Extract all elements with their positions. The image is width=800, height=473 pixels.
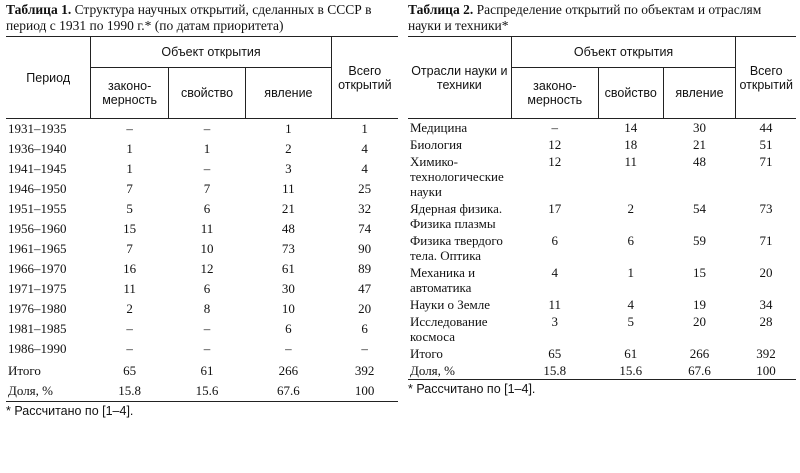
total-cell: 71 (759, 233, 773, 248)
table1-col-period: Период (6, 37, 91, 119)
table-row (6, 179, 398, 199)
table-row (6, 259, 398, 279)
phenomenon-cell: 11 (282, 181, 295, 196)
property-cell: 11 (624, 154, 637, 169)
law-cell: 7 (126, 181, 133, 196)
property-cell: 12 (200, 261, 214, 276)
table2-footnote: * Рассчитано по [1–4]. (408, 382, 536, 396)
branch-cell: Биология (410, 137, 463, 152)
property-cell: 1 (203, 141, 211, 156)
table-row (408, 264, 796, 296)
phenomenon-cell: 1 (285, 121, 292, 136)
total-cell: 90 (358, 241, 372, 256)
branch-cell: Механика и автоматика (410, 265, 476, 295)
phenomenon-cell: 266 (278, 363, 299, 378)
period-cell: 1936–1940 (8, 141, 67, 156)
law-cell: 1 (126, 161, 133, 176)
table-row (6, 119, 398, 140)
law-cell: 15.8 (91, 381, 168, 402)
property-cell: 6 (627, 233, 634, 248)
property-cell: 14 (624, 120, 638, 135)
law-cell: 16 (123, 261, 137, 276)
branch-cell: Исследование космоса (410, 314, 488, 344)
law-cell: – (126, 321, 133, 336)
total-cell: 392 (354, 363, 375, 378)
table1-panel (6, 0, 398, 418)
sum-row-label: Итого (410, 346, 443, 361)
table2-caption (408, 2, 796, 36)
property-cell: 15.6 (598, 362, 663, 380)
property-cell: 8 (203, 301, 211, 316)
branch-cell: Науки о Земле (410, 297, 491, 312)
table2 (408, 36, 796, 380)
property-cell: 6 (203, 281, 211, 296)
table2-title: Распределение открытий по объектам и отраслям науки и техники* (408, 2, 762, 33)
property-cell: 7 (203, 181, 211, 196)
phenomenon-cell: 10 (281, 301, 295, 316)
property-cell: – (203, 341, 211, 356)
period-cell: 1971–1975 (8, 281, 67, 296)
property-cell: – (203, 121, 211, 136)
phenomenon-cell: 30 (692, 120, 706, 135)
total-cell: – (361, 341, 368, 356)
table2-col-phenomenon: явление (663, 68, 736, 119)
law-cell: 12 (548, 137, 562, 152)
total-cell: 51 (759, 137, 773, 152)
period-cell: 1931–1935 (8, 121, 67, 136)
table-row (6, 239, 398, 259)
phenomenon-cell: 48 (281, 221, 295, 236)
sum-row (408, 345, 796, 362)
law-cell: 15.8 (511, 362, 598, 380)
property-cell: 1 (627, 265, 634, 280)
phenomenon-cell: 21 (692, 137, 706, 152)
law-cell: 17 (548, 201, 562, 216)
property-cell: 6 (203, 201, 211, 216)
total-cell: 71 (759, 154, 773, 169)
table1-col-phenomenon: явление (246, 68, 331, 119)
law-cell: 7 (126, 241, 133, 256)
table-row (408, 136, 796, 153)
law-cell: 4 (551, 265, 559, 280)
property-cell: 5 (627, 314, 634, 329)
table2-col-branch: Отрасли науки и техники (408, 37, 511, 119)
total-cell: 89 (358, 261, 372, 276)
period-cell: 1956–1960 (8, 221, 67, 236)
share-row (408, 362, 796, 380)
law-cell: – (551, 120, 559, 135)
table2-col-group: Объект открытия (511, 37, 736, 68)
table1-col-property: свойство (168, 68, 245, 119)
table1-caption (6, 2, 398, 36)
total-cell: 20 (358, 301, 372, 316)
phenomenon-cell: 20 (692, 314, 706, 329)
total-cell: 1 (361, 121, 368, 136)
sum-row (6, 359, 398, 381)
phenomenon-cell: 48 (692, 154, 706, 169)
law-cell: 2 (126, 301, 133, 316)
property-cell: 15.6 (168, 381, 245, 402)
total-cell: 47 (358, 281, 372, 296)
table1-col-total: Всего открытий (331, 37, 398, 119)
share-row-label: Доля, % (408, 362, 511, 380)
share-row (6, 381, 398, 402)
branch-cell: Химико-технологические науки (410, 154, 504, 199)
period-cell: 1946–1950 (8, 181, 67, 196)
law-cell: 11 (548, 297, 562, 312)
table2-col-law: законо-мерность (511, 68, 598, 119)
period-cell: 1961–1965 (8, 241, 67, 256)
table-row (6, 139, 398, 159)
total-cell: 6 (361, 321, 368, 336)
total-cell: 4 (361, 161, 368, 176)
phenomenon-cell: 2 (285, 141, 292, 156)
table2-body (408, 119, 796, 380)
share-row-label: Доля, % (6, 381, 91, 402)
law-cell: 11 (123, 281, 136, 296)
table-row (408, 313, 796, 345)
phenomenon-cell: 21 (281, 201, 295, 216)
table-row (6, 279, 398, 299)
phenomenon-cell: 67.6 (663, 362, 736, 380)
total-cell: 34 (759, 297, 773, 312)
law-cell: 65 (548, 346, 562, 361)
property-cell: 61 (200, 363, 214, 378)
period-cell: 1981–1985 (8, 321, 67, 336)
property-cell: 11 (200, 221, 214, 236)
law-cell: 12 (548, 154, 562, 169)
property-cell: 61 (624, 346, 638, 361)
period-cell: 1986–1990 (8, 341, 67, 356)
total-cell: 392 (756, 346, 776, 361)
period-cell: 1966–1970 (8, 261, 67, 276)
table-row (6, 219, 398, 239)
total-cell: 32 (358, 201, 372, 216)
law-cell: 65 (123, 363, 137, 378)
table1-label: Таблица 1. (6, 2, 72, 17)
law-cell: – (126, 121, 133, 136)
table1-col-group: Объект открытия (91, 37, 331, 68)
table-row (408, 232, 796, 264)
table2-label: Таблица 2. (408, 2, 474, 17)
table1-body (6, 119, 398, 402)
phenomenon-cell: 266 (689, 346, 710, 361)
period-cell: 1951–1955 (8, 201, 67, 216)
property-cell: 10 (200, 241, 214, 256)
phenomenon-cell: 19 (692, 297, 706, 312)
property-cell: – (203, 161, 211, 176)
phenomenon-cell: 67.6 (246, 381, 331, 402)
table1-footnote: * Рассчитано по [1–4]. (6, 404, 134, 418)
total-cell: 4 (361, 141, 368, 156)
total-cell: 100 (331, 381, 398, 402)
branch-cell: Медицина (410, 120, 468, 135)
table-row (6, 199, 398, 219)
table2-col-total: Всего открытий (736, 37, 796, 119)
total-cell: 20 (759, 265, 773, 280)
total-cell: 73 (759, 201, 773, 216)
phenomenon-cell: 54 (692, 201, 706, 216)
table1-col-law: законо-мерность (91, 68, 168, 119)
table-row (6, 299, 398, 319)
branch-cell: Ядерная физика. Физика плазмы (410, 201, 503, 231)
sum-row-label: Итого (8, 363, 41, 378)
table-row (6, 159, 398, 179)
total-cell: 100 (736, 362, 796, 380)
table-row (6, 339, 398, 359)
property-cell: – (203, 321, 211, 336)
total-cell: 74 (358, 221, 372, 236)
property-cell: 18 (624, 137, 638, 152)
table2-col-property: свойство (598, 68, 663, 119)
total-cell: 25 (358, 181, 372, 196)
phenomenon-cell: 15 (692, 265, 706, 280)
table1-title: Структура научных открытий, сделанных в СССР в период с 1931 по 1990 г.* (по датам приоритета) (6, 2, 372, 33)
law-cell: 5 (126, 201, 133, 216)
property-cell: 2 (627, 201, 634, 216)
phenomenon-cell: 61 (281, 261, 295, 276)
phenomenon-cell: – (285, 341, 292, 356)
law-cell: – (126, 341, 133, 356)
phenomenon-cell: 30 (281, 281, 295, 296)
law-cell: 1 (126, 141, 133, 156)
period-cell: 1976–1980 (8, 301, 67, 316)
phenomenon-cell: 3 (285, 161, 292, 176)
phenomenon-cell: 6 (285, 321, 292, 336)
property-cell: 4 (627, 297, 634, 312)
total-cell: 44 (759, 120, 773, 135)
table2-panel (408, 0, 796, 396)
law-cell: 15 (123, 221, 137, 236)
law-cell: 6 (551, 233, 559, 248)
table-row (6, 319, 398, 339)
total-cell: 28 (759, 314, 773, 329)
table-row (408, 119, 796, 137)
table1 (6, 36, 398, 402)
period-cell: 1941–1945 (8, 161, 67, 176)
branch-cell: Физика твердого тела. Оптика (410, 233, 503, 263)
table-row (408, 153, 796, 200)
law-cell: 3 (551, 314, 559, 329)
phenomenon-cell: 59 (692, 233, 706, 248)
table-row (408, 296, 796, 313)
phenomenon-cell: 73 (281, 241, 295, 256)
table-row (408, 200, 796, 232)
